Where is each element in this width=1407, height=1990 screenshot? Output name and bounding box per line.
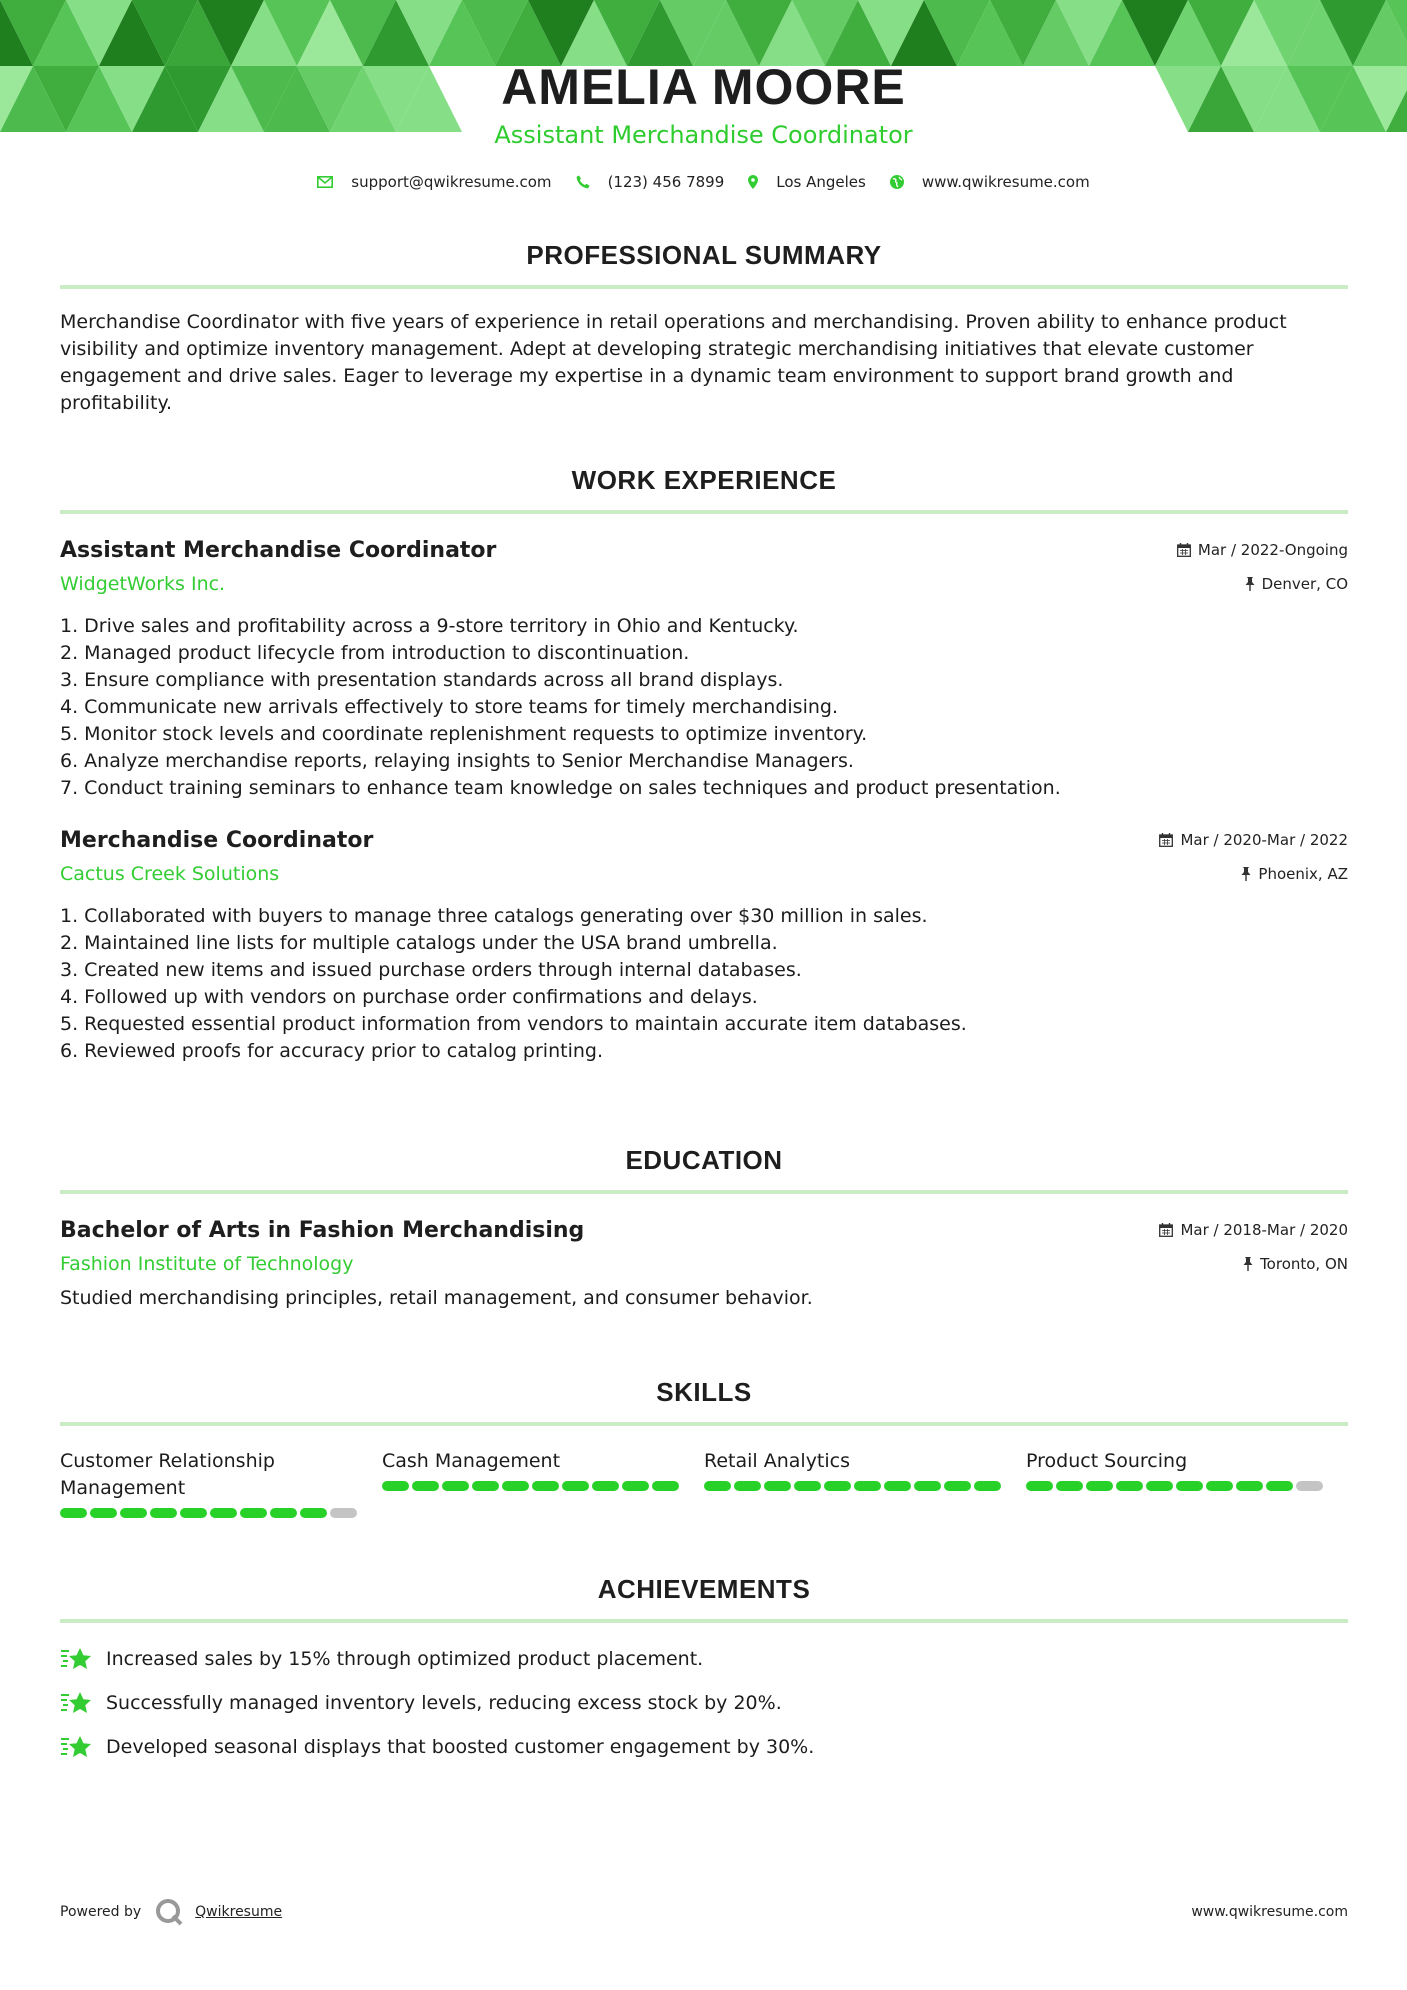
summary-heading: PROFESSIONAL SUMMARY bbox=[526, 240, 882, 270]
powered-by-label: Powered by bbox=[60, 1904, 142, 1920]
calendar-icon bbox=[1159, 833, 1173, 847]
calendar-icon bbox=[1177, 543, 1191, 557]
list-item: 6. Analyze merchandise reports, relaying insights to Senior Merchandise Managers. bbox=[60, 750, 854, 772]
achievements-section bbox=[60, 1574, 1348, 1769]
skill-item bbox=[382, 1448, 704, 1518]
brand-link[interactable]: Qwikresume bbox=[195, 1904, 283, 1920]
list-item: 4. Communicate new arrivals effectively to store teams for timely merchandising. bbox=[60, 696, 838, 718]
job-bullets bbox=[60, 903, 1348, 1065]
skill-dot-filled bbox=[944, 1481, 971, 1491]
skill-item bbox=[1026, 1448, 1348, 1518]
skill-rating bbox=[1026, 1481, 1348, 1491]
skill-name: Retail Analytics bbox=[704, 1450, 851, 1472]
contact-phone[interactable] bbox=[576, 173, 725, 191]
section-divider bbox=[60, 1619, 1348, 1623]
education-description: Studied merchandising principles, retail management, and consumer behavior. bbox=[60, 1287, 813, 1309]
phone-icon bbox=[576, 175, 590, 189]
skill-rating bbox=[704, 1481, 1026, 1491]
education-location bbox=[1243, 1255, 1348, 1273]
skill-dot-empty bbox=[330, 1508, 357, 1518]
summary-text: Merchandise Coordinator with five years of experience in retail operations and merchandising. Proven ability to enhance product visibility and optimize inventory management. Adept at developing strategic merchandising initiatives that elevate customer engagement and drive sales. Eager to leverage my expertise in a dynamic team environment to support brand growth and profitability. bbox=[60, 311, 1287, 414]
achievements-heading: ACHIEVEMENTS bbox=[597, 1574, 811, 1604]
skill-dot-filled bbox=[442, 1481, 469, 1491]
skill-dot-filled bbox=[120, 1508, 147, 1518]
skills-section bbox=[60, 1377, 1348, 1518]
contact-website[interactable] bbox=[890, 173, 1090, 191]
skill-dot-filled bbox=[1056, 1481, 1083, 1491]
skill-dot-filled bbox=[270, 1508, 297, 1518]
list-item: 7. Conduct training seminars to enhance team knowledge on sales techniques and product presentation. bbox=[60, 777, 1061, 799]
contact-bar bbox=[0, 173, 1407, 191]
list-item: 4. Followed up with vendors on purchase order confirmations and delays. bbox=[60, 986, 758, 1008]
skill-dot-filled bbox=[562, 1481, 589, 1491]
section-divider bbox=[60, 1190, 1348, 1194]
skill-dot-filled bbox=[914, 1481, 941, 1491]
skill-dot-filled bbox=[1086, 1481, 1113, 1491]
skill-dot-filled bbox=[240, 1508, 267, 1518]
footer bbox=[60, 1898, 1348, 1926]
job-company: WidgetWorks Inc. bbox=[60, 573, 226, 595]
skill-dot-filled bbox=[1146, 1481, 1173, 1491]
education-entry bbox=[60, 1218, 1348, 1312]
skill-dot-filled bbox=[764, 1481, 791, 1491]
skill-dot-filled bbox=[1176, 1481, 1203, 1491]
skill-dot-filled bbox=[734, 1481, 761, 1491]
education-dates bbox=[1159, 1221, 1348, 1239]
skill-rating bbox=[382, 1481, 704, 1491]
skills-grid bbox=[60, 1448, 1348, 1518]
skill-dot-filled bbox=[592, 1481, 619, 1491]
skill-dot-filled bbox=[1266, 1481, 1293, 1491]
section-divider bbox=[60, 1422, 1348, 1426]
achievement-text: Developed seasonal displays that boosted customer engagement by 30%. bbox=[106, 1736, 815, 1758]
school: Fashion Institute of Technology bbox=[60, 1253, 354, 1275]
degree: Bachelor of Arts in Fashion Merchandising bbox=[60, 1218, 585, 1243]
list-item: 3. Ensure compliance with presentation standards across all brand displays. bbox=[60, 669, 784, 691]
education-location-text: Toronto, ON bbox=[1260, 1255, 1348, 1273]
skill-dot-filled bbox=[60, 1508, 87, 1518]
education-dates-text: Mar / 2018-Mar / 2020 bbox=[1180, 1221, 1348, 1239]
qwikresume-logo-icon bbox=[155, 1898, 183, 1926]
contact-location bbox=[748, 173, 866, 191]
skill-item bbox=[704, 1448, 1026, 1518]
section-divider bbox=[60, 510, 1348, 514]
skill-dot-filled bbox=[472, 1481, 499, 1491]
education-section bbox=[60, 1145, 1348, 1312]
job-dates-text: Mar / 2022-Ongoing bbox=[1197, 541, 1348, 559]
list-item: 6. Reviewed proofs for accuracy prior to catalog printing. bbox=[60, 1040, 603, 1062]
job-dates bbox=[1177, 541, 1348, 559]
skill-dot-filled bbox=[884, 1481, 911, 1491]
job-dates-text: Mar / 2020-Mar / 2022 bbox=[1180, 831, 1348, 849]
experience-section bbox=[60, 465, 1348, 1065]
skill-dot-filled bbox=[1026, 1481, 1053, 1491]
summary-section bbox=[60, 240, 1348, 417]
skill-name: Cash Management bbox=[382, 1450, 561, 1472]
achievement-text: Successfully managed inventory levels, reducing excess stock by 20%. bbox=[106, 1692, 782, 1714]
skill-dot-filled bbox=[854, 1481, 881, 1491]
skill-dot-filled bbox=[532, 1481, 559, 1491]
website-text: www.qwikresume.com bbox=[921, 173, 1090, 191]
job-location-text: Denver, CO bbox=[1261, 575, 1348, 593]
skill-dot-filled bbox=[382, 1481, 409, 1491]
skill-dot-filled bbox=[1206, 1481, 1233, 1491]
candidate-title: Assistant Merchandise Coordinator bbox=[494, 121, 913, 149]
email-text: support@qwikresume.com bbox=[351, 173, 552, 191]
skill-dot-filled bbox=[180, 1508, 207, 1518]
star-badge-icon bbox=[60, 1689, 94, 1717]
list-item: 1. Drive sales and profitability across a 9-store territory in Ohio and Kentucky. bbox=[60, 615, 799, 637]
skill-dot-filled bbox=[824, 1481, 851, 1491]
skill-name: Product Sourcing bbox=[1026, 1450, 1188, 1472]
job-role: Merchandise Coordinator bbox=[60, 828, 374, 853]
footer-website[interactable]: www.qwikresume.com bbox=[1191, 1904, 1348, 1920]
calendar-icon bbox=[1159, 1223, 1173, 1237]
job-entry bbox=[60, 538, 1348, 802]
skill-dot-filled bbox=[1236, 1481, 1263, 1491]
skill-dot-filled bbox=[794, 1481, 821, 1491]
pushpin-icon bbox=[1243, 1257, 1253, 1271]
job-entry bbox=[60, 828, 1348, 1065]
skill-dot-filled bbox=[150, 1508, 177, 1518]
globe-icon bbox=[890, 175, 904, 189]
pushpin-icon bbox=[1245, 577, 1255, 591]
skill-dot-filled bbox=[652, 1481, 679, 1491]
pushpin-icon bbox=[1241, 867, 1251, 881]
list-item: 5. Requested essential product information from vendors to maintain accurate item databases. bbox=[60, 1013, 967, 1035]
job-location bbox=[1241, 865, 1348, 883]
skills-heading: SKILLS bbox=[656, 1377, 752, 1407]
skill-dot-filled bbox=[1116, 1481, 1143, 1491]
skill-dot-filled bbox=[210, 1508, 237, 1518]
job-location bbox=[1245, 575, 1348, 593]
skill-name: Customer Relationship Management bbox=[60, 1450, 275, 1499]
list-item: 5. Monitor stock levels and coordinate replenishment requests to optimize inventory. bbox=[60, 723, 868, 745]
list-item: 1. Collaborated with buyers to manage three catalogs generating over $30 million in sales. bbox=[60, 905, 928, 927]
job-dates bbox=[1159, 831, 1348, 849]
education-heading: EDUCATION bbox=[625, 1145, 783, 1175]
list-item: 2. Managed product lifecycle from introduction to discontinuation. bbox=[60, 642, 690, 664]
achievement-item bbox=[60, 1725, 1348, 1769]
skill-dot-filled bbox=[622, 1481, 649, 1491]
achievement-item bbox=[60, 1637, 1348, 1681]
contact-email[interactable] bbox=[317, 173, 551, 191]
location-text: Los Angeles bbox=[776, 173, 866, 191]
list-item: 2. Maintained line lists for multiple catalogs under the USA brand umbrella. bbox=[60, 932, 778, 954]
skill-dot-filled bbox=[300, 1508, 327, 1518]
skill-dot-filled bbox=[704, 1481, 731, 1491]
candidate-name: AMELIA MOORE bbox=[501, 59, 906, 115]
achievement-text: Increased sales by 15% through optimized product placement. bbox=[106, 1648, 704, 1670]
job-role: Assistant Merchandise Coordinator bbox=[60, 538, 497, 563]
skill-dot-filled bbox=[974, 1481, 1001, 1491]
powered-by bbox=[60, 1898, 282, 1926]
job-location-text: Phoenix, AZ bbox=[1258, 865, 1348, 883]
experience-heading: WORK EXPERIENCE bbox=[571, 465, 837, 495]
star-badge-icon bbox=[60, 1645, 94, 1673]
skill-dot-filled bbox=[412, 1481, 439, 1491]
section-divider bbox=[60, 285, 1348, 289]
skill-rating bbox=[60, 1508, 382, 1518]
star-badge-icon bbox=[60, 1733, 94, 1761]
achievement-item bbox=[60, 1681, 1348, 1725]
skill-dot-empty bbox=[1296, 1481, 1323, 1491]
list-item: 3. Created new items and issued purchase orders through internal databases. bbox=[60, 959, 802, 981]
job-company: Cactus Creek Solutions bbox=[60, 863, 280, 885]
envelope-icon bbox=[317, 176, 333, 188]
phone-text: (123) 456 7899 bbox=[607, 173, 725, 191]
skill-item bbox=[60, 1448, 382, 1518]
job-bullets bbox=[60, 613, 1348, 802]
skill-dot-filled bbox=[90, 1508, 117, 1518]
map-pin-icon bbox=[748, 175, 758, 189]
skill-dot-filled bbox=[502, 1481, 529, 1491]
